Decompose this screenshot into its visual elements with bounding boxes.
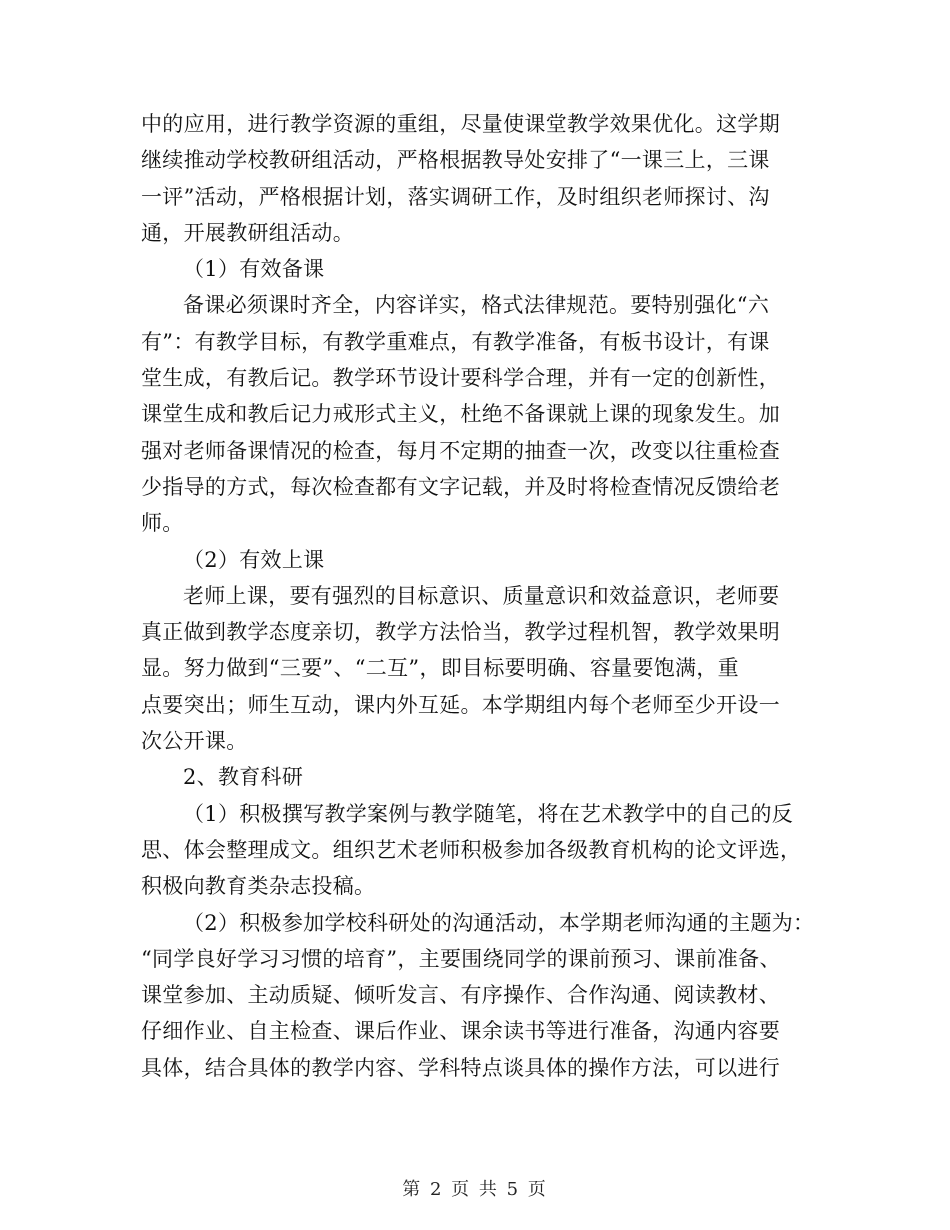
text-line: 有”：有教学目标，有教学重难点，有教学准备，有板书设计，有课 [141, 329, 770, 354]
text-line: 真正做到教学态度亲切，教学方法恰当，教学过程机智，教学效果明 [141, 620, 780, 645]
text-line: 师。 [141, 511, 184, 536]
heading-text: （1）有效备课 [183, 257, 325, 282]
section-heading [141, 759, 811, 795]
text-line: 中的应用，进行教学资源的重组，尽量使课堂教学效果优化。这学期 [141, 112, 780, 136]
text-line: 堂生成，有教后记。教学环节设计要科学合理，并有一定的创新性， [141, 366, 780, 391]
text-line: （2）积极参加学校科研处的沟通活动，本学期老师沟通的主题为： [183, 910, 815, 935]
text-line: 少指导的方式，每次检查都有文字记载，并及时将检查情况反馈给老 [141, 474, 780, 499]
paragraph [141, 106, 811, 251]
text-line: 老师上课，要有强烈的目标意识、质量意识和效益意识，老师要 [183, 583, 780, 608]
text-line: 显。努力做到“三要”、“二互”，即目标要明确、容量要饱满，重 [141, 656, 739, 681]
text-line: 课堂参加、主动质疑、倾听发言、有序操作、合作沟通、阅读教材、 [141, 983, 780, 1008]
text-line: 积极向教育类杂志投稿。 [141, 874, 376, 899]
paragraph [141, 578, 811, 759]
paragraph [141, 287, 811, 541]
document-body [141, 106, 815, 1086]
heading-text: 2、教育科研 [183, 765, 304, 790]
text-line: 通，开展教研组活动。 [141, 220, 354, 245]
text-line: 仔细作业、自主检查、课后作业、课余读书等进行准备，沟通内容要 [141, 1019, 780, 1044]
section-heading [141, 542, 811, 578]
paragraph [141, 796, 811, 905]
text-line: 课堂生成和教后记力戒形式主义，杜绝不备课就上课的现象发生。加 [141, 402, 780, 427]
text-line: 继续推动学校教研组活动，严格根据教导处安排了“一课三上，三课 [141, 148, 770, 173]
text-line: 点要突出；师生互动，课内外互延。本学期组内每个老师至少开设一 [141, 692, 780, 717]
paragraph [141, 905, 815, 1086]
page-footer: 第 2 页 共 5 页 [402, 1179, 548, 1200]
text-line: 备课必须课时齐全，内容详实，格式法律规范。要特别强化“六 [183, 293, 770, 318]
text-line: （1）积极撰写教学案例与教学随笔，将在艺术教学中的自己的反 [183, 801, 794, 826]
text-line: 强对老师备课情况的检查，每月不定期的抽查一次，改变以往重检查 [141, 438, 780, 463]
text-line: 思、体会整理成文。组织艺术老师积极参加各级教育机构的论文评选， [141, 837, 802, 862]
text-line: 次公开课。 [141, 729, 248, 754]
text-line: 一评”活动，严格根据计划，落实调研工作，及时组织老师探讨、沟 [141, 184, 770, 209]
section-heading [141, 251, 811, 287]
heading-text: （2）有效上课 [183, 547, 325, 572]
text-line: “同学良好学习习惯的培育”，主要围绕同学的课前预习、课前准备、 [141, 946, 781, 971]
text-line: 具体，结合具体的教学内容、学科特点谈具体的操作方法，可以进行 [141, 1055, 780, 1080]
